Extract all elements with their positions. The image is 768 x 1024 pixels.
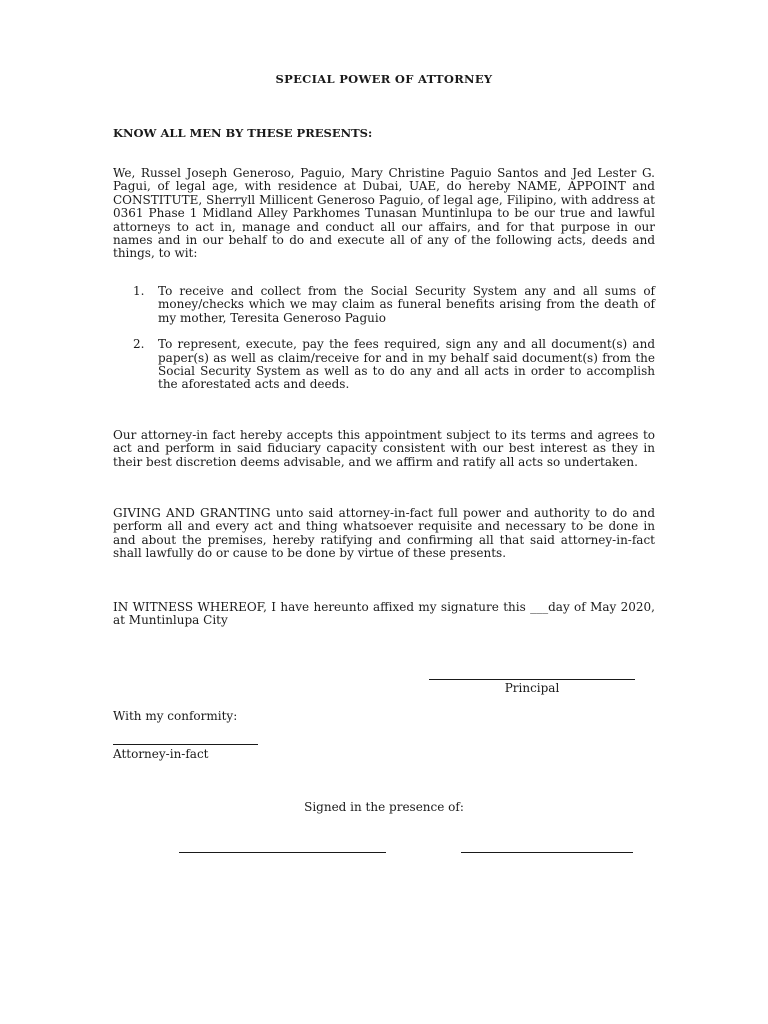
attorney-signature-line	[113, 744, 258, 745]
witness-signature-line-2	[461, 852, 633, 853]
list-item-number: 2.	[133, 337, 145, 352]
document-title: SPECIAL POWER OF ATTORNEY	[275, 72, 493, 86]
principal-label: Principal	[504, 681, 560, 695]
list-item-text: To receive and collect from the Social Security System any and all sums of money/checks which we may claim as funeral benefits arising from the death of my mother, Teresita Generoso Paguio	[158, 284, 655, 325]
granting-paragraph: GIVING AND GRANTING unto said attorney-in-fact full power and authority to do and perform all and every act and thing whatsoever requisite and necessary to be done in and about the premises, hereby ratifying and confirming all that said attorney-in-fact shall lawfully do or cause to be done by virtue of these presents.	[113, 506, 655, 561]
witness-signature-line-1	[179, 852, 386, 853]
list-item	[133, 285, 655, 325]
list-item-text: To represent, execute, pay the fees required, sign any and all document(s) and paper(s) as well as claim/receive for and in my behalf said document(s) from the Social Security System as well as to do any and all acts in order to accomplish the aforestated acts and deeds.	[158, 337, 655, 392]
conformity-label: With my conformity:	[113, 709, 238, 723]
attorney-label: Attorney-in-fact	[113, 747, 209, 761]
list-item	[133, 338, 655, 392]
acceptance-paragraph: Our attorney-in fact hereby accepts this appointment subject to its terms and agrees to act and perform in said fiduciary capacity consistent with our best interest as they in their best discretion deems advisable, and we affirm and ratify all acts so undertaken.	[113, 428, 655, 469]
powers-list	[133, 285, 655, 392]
list-item-number: 1.	[133, 284, 145, 298]
presence-label: Signed in the presence of:	[304, 800, 464, 814]
intro-paragraph: We, Russel Joseph Generoso, Paguio, Mary Christine Paguio Santos and Jed Lester G. Pagui, of legal age, with residence at Dubai, UAE, do hereby NAME, APPOINT and CONSTITUTE, Sherryll Millicent Generoso Paguio, of legal age, Filipino, with address at 0361 Phase 1 Midland Alley Parkhomes Tunasan Muntinlupa to be our true and lawful attorneys to act in, manage and conduct all our affairs, and for that purpose in our names and in our behalf to do and execute all of any of the following acts, deeds and things, to wit:	[113, 166, 655, 261]
opening-heading: KNOW ALL MEN BY THESE PRESENTS:	[113, 126, 373, 140]
witness-paragraph: IN WITNESS WHEREOF, I have hereunto affixed my signature this ___day of May 2020, at Muntinlupa City	[113, 600, 655, 628]
principal-signature-line	[429, 679, 635, 680]
